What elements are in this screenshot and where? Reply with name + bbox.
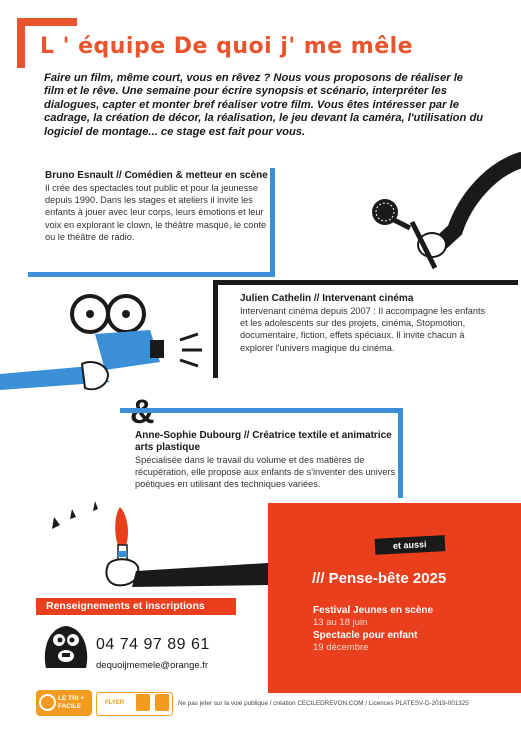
julien-text: Intervenant cinéma depuis 2007 : Il accompagne les enfants et les adolescents sur des projets, cinéma, Stopmotion, documentaire, fiction, effets spéciaux. Il invite chacun à explorer l'univers magique du cinéma. — [240, 306, 486, 353]
julien-name: Julien Cathelin // Intervenant cinéma — [240, 293, 414, 304]
email-link[interactable]: dequoijmemele@orange.fr — [96, 660, 209, 671]
event-title: Festival Jeunes en scène — [313, 605, 434, 616]
orange-panel — [268, 503, 521, 693]
julien-frame-top — [213, 280, 518, 285]
contact-title: Renseignements et inscriptions — [46, 600, 205, 612]
anne-name: Anne-Sophie Dubourg // Créatrice textile et animatrice arts plastique — [135, 430, 392, 453]
page-title: L ' équipe De quoi j' me mêle — [40, 34, 414, 59]
paper-bin-icon — [136, 694, 150, 711]
anne-block — [135, 430, 403, 491]
microphone-hand-illustration — [360, 150, 521, 280]
paintbrush-hand-illustration — [0, 495, 268, 600]
title-accent-bar-top — [17, 18, 77, 26]
cartoon-face-icon — [42, 620, 90, 670]
anne-text: Spécialisée dans le travail du volume et des matières de récupération, elle propose aux enfants de s'inventer des univers poétiques en utilisant des techniques variées. — [135, 455, 396, 490]
trash-bin-icon — [155, 694, 169, 711]
legal-notice: Ne pas jeter sur la voie publique / création CECILEDREVON.COM / Licences PLATESV-D-2019-001325 — [178, 700, 469, 707]
bruno-frame-bottom — [28, 272, 275, 277]
julien-block — [240, 293, 490, 354]
recycle-icon — [39, 694, 56, 711]
bruno-text: Il crée des spectacles tout public et pour la jeunesse depuis 1990. Dans les stages et ateliers il invite les enfants à jouer avec leur corps, leurs émotions et leur voix en explorant le clown, le théâtre masqué, le conte ou le théâtre de radio. — [45, 183, 267, 242]
event-item — [313, 630, 417, 653]
flyer-label: FLYER — [105, 700, 125, 706]
phone-number[interactable]: 04 74 97 89 61 — [96, 636, 210, 653]
pense-bete-title: /// Pense-bête 2025 — [312, 570, 447, 587]
event-date: 13 au 18 juin — [313, 617, 368, 628]
anne-frame-top — [120, 408, 403, 413]
intro-text: Faire un film, même court, vous en rêvez ? Nous vous proposons de réaliser le film et le rêve. Une semaine pour écrire synopsis et scénario, interpréter les dialogues, capter et monter bref réaliser votre film. Vous êtes intéresser par le cadrage, la création de décor, la réalisation, le jeu devant la caméra, l'utilisation du logiciel de montage... ce stage est fait pour vous. — [44, 72, 484, 138]
film-camera-hand-illustration — [0, 282, 215, 410]
et-aussi-badge: et aussi — [375, 535, 445, 555]
event-item — [313, 605, 433, 628]
bruno-name: Bruno Esnault // Comédien & metteur en scène — [45, 170, 268, 181]
bruno-frame-right — [270, 168, 275, 276]
bruno-block — [45, 170, 270, 243]
tri-facile-logo — [36, 690, 92, 716]
event-date: 19 décembre — [313, 642, 369, 653]
tri-label: LE TRI + FACILE — [58, 695, 85, 710]
event-title: Spectacle pour enfant — [313, 630, 418, 641]
